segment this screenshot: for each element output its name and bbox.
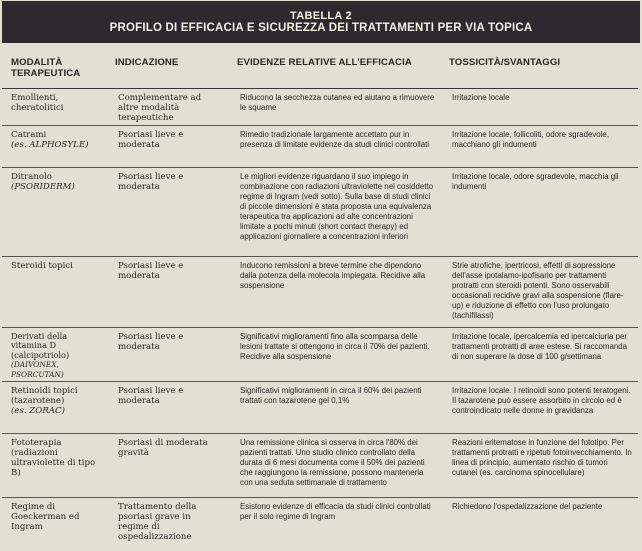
table-row <box>2 382 638 434</box>
table-title: PROFILO DI EFFICACIA E SICUREZZA DEI TRATTAMENTI PER VIA TOPICA <box>109 22 533 34</box>
table-row <box>2 88 638 125</box>
cell-tossicita: Strie atrofiche, ipertricosi, effetti di sopressione dell'asse ipotalamo-ipofisario per trattamenti protratti con steroidi potenti. Sono osservabili occasionali recidive gravi alla sospensione (flare-up) e riduzione di effetto con l'uso prolungato (tachifilassi) <box>440 256 638 327</box>
cell-indicazione: Psoriasi lieve e moderata <box>106 382 228 434</box>
header-tossicita: TOSSICITÀ/SVANTAGGI <box>440 43 638 88</box>
cell-tossicita: Irritazione locale <box>440 88 638 125</box>
table-title-banner <box>2 1 640 43</box>
cell-tossicita: Irritazione locale, ipercalcemia ed ipercalciuria per trattamenti protratti di aree estese. Si raccomanda di non superare la dose di 100 g/settimana <box>440 327 638 382</box>
cell-indicazione: Psoriasi lieve e moderata <box>106 125 228 167</box>
treatments-table <box>2 43 638 548</box>
cell-evidenze: Le migliori evidenze riguardano il suo impiego in combinazione con radiazioni ultraviolette nel cosiddetto regime di Ingram (vedi sotto). Sulla base di studi clinici di piccole dimensioni è stata proposta una equivalenza terapeutica tra applicazioni ad alte concentrazioni limitate a pochi minuti (short contact therapy) ed applicazioni giornaliere a concentrazioni inferiori <box>228 167 440 256</box>
cell-evidenze: Inducono remissioni a breve termine che dipendono dalla potenza della molecola impiegata. Recidive alla sospensione <box>228 256 440 327</box>
header-modalita: MODALITÀ TERAPEUTICA <box>2 43 106 88</box>
cell-modalita: Derivati della vitamina D (calcipotriolo) (DAIVONEX, PSORCUTAN) <box>2 327 106 382</box>
table-row <box>2 125 638 167</box>
cell-modalita: Ditranolo (PSORIDERM) <box>2 167 106 256</box>
header-indicazione: INDICAZIONE <box>106 43 228 88</box>
cell-tossicita: Richiedono l'ospedalizzazione del paziente <box>452 502 603 511</box>
cell-evidenze: Riducono la secchezza cutanea ed aiutano a rimuovere le squame <box>228 88 440 125</box>
cell-modalita: Emollienti, cheratolitici <box>2 88 106 125</box>
cell-modalita: Catrami (es. ALPHOSYLE) <box>2 125 106 167</box>
cell-tossicita: Irritazione locale. I retinoidi sono potenti teratogeni. Il tazarotene può essere assorbito in circolo ed è controindicato nelle donne in gravidanza <box>440 382 638 434</box>
cell-modalita: Fototerapia (radiazioni ultraviolette di tipo B) <box>2 434 106 498</box>
cell-evidenze: Significativi miglioramenti in circa il 60% dei pazienti trattati con tazarotene gel 0,1% <box>228 382 440 434</box>
table-row <box>2 327 638 382</box>
cell-evidenze: Esistono evidenze di efficacia da studi clinici controllati per il solo regime di Ingram <box>240 502 431 521</box>
cell-indicazione: Psoriasi di moderata gravità <box>106 434 228 498</box>
cell-tossicita: Irritazione locale, odore sgradevole, macchia gli indumenti <box>440 167 638 256</box>
table-row <box>2 434 638 498</box>
cell-modalita: Steroidi topici <box>2 256 106 327</box>
cell-indicazione: Psoriasi lieve e moderata <box>106 256 228 327</box>
cell-indicazione: Psoriasi lieve e moderata <box>106 327 228 382</box>
cell-tossicita: Reazioni eritematose in funzione del fototipo. Per trattamenti protratti e ripetuti fotoinvecchiamento. In linea di principio, aumentato rischio di tumori cutanei (es. carcinoma spinocellulare) <box>440 434 638 498</box>
cell-modalita: Retinoidi topici (tazarotene) (es. ZORAC) <box>2 382 106 434</box>
cell-indicazione: Trattamento della psoriasi grave in regime di ospedalizzazione <box>118 502 197 542</box>
table-row <box>2 498 638 548</box>
cell-evidenze: Significativi miglioramenti fino alla scomparsa delle lesioni trattate si ottengono in circa il 70% dei pazienti. Recidive alla sospensione <box>228 327 440 382</box>
header-evidenze: EVIDENZE RELATIVE ALL'EFFICACIA <box>228 43 440 88</box>
cell-indicazione: Psoriasi lieve e moderata <box>106 167 228 256</box>
cell-tossicita: Irritazione locale, follicoliti, odore sgradevole, macchiano gli indumenti <box>440 125 638 167</box>
table-row <box>2 256 638 327</box>
table-number: TABELLA 2 <box>290 10 352 22</box>
cell-modalita: Regime di Goeckerman ed Ingram <box>11 502 80 532</box>
cell-indicazione: Complementare ad altre modalità terapeutiche <box>106 88 228 125</box>
cell-evidenze: Rimedio tradizionale largamente accettato pur in presenza di limitate evidenze da studi clinici controllati <box>228 125 440 167</box>
table-header-row <box>2 43 638 88</box>
cell-evidenze: Una remissione clinica si osserva in circa l'80% dei pazienti trattati. Uno studio clinico controllato della durata di 6 mesi documenta come il 50% dei pazienti che raggiungono la remissione, possono mantenerla con una seduta settimanale di trattamento <box>228 434 440 498</box>
table-row <box>2 167 638 256</box>
